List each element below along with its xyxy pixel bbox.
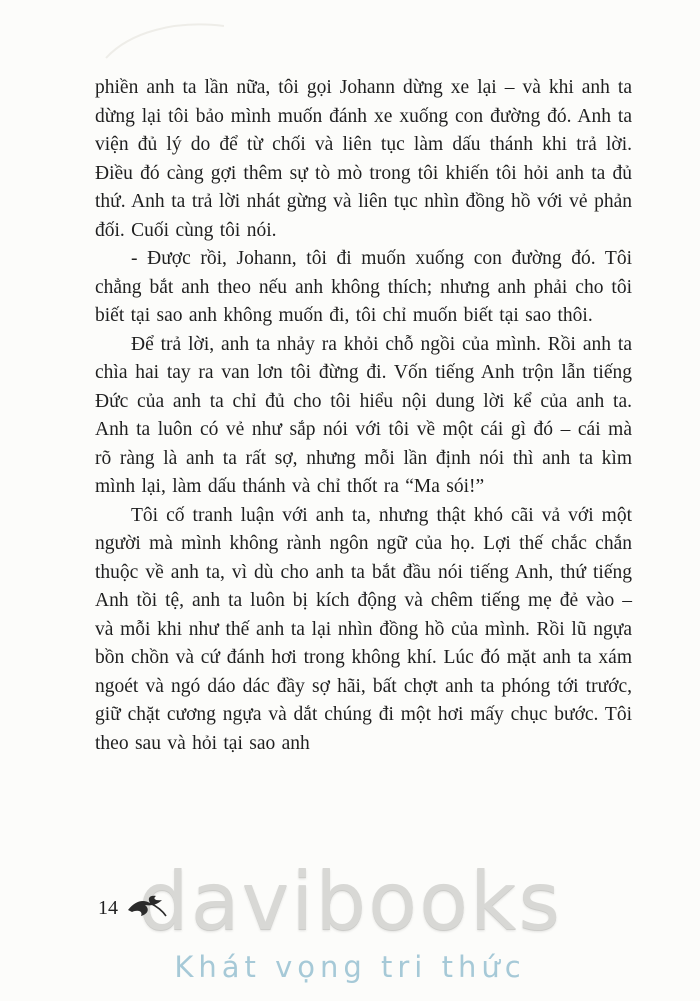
paragraph: Tôi cố tranh luận với anh ta, nhưng thật khó cãi vả với một người mà mình không rành ngôn ngữ của họ. Lợi thế chắc chắn thuộc về anh ta, vì dù cho anh ta bắt đầu nói tiếng Anh, thứ tiếng Anh tồi tệ, anh ta luôn bị kích động và chêm tiếng mẹ đẻ vào – và mỗi khi như thế anh ta lại nhìn đồng hồ của mình. Rồi lũ ngựa bồn chồn và cứ đánh hơi trong không khí. Lúc đó mặt anh ta xám ngoét và ngó dáo dác đầy sợ hãi, bất chợt anh ta phóng tới trước, giữ chặt cương ngựa và dắt chúng đi một hơi mấy chục bước. Tôi theo sau và hỏi tại sao anh xyxy=(95,504,632,754)
ink-flourish-icon xyxy=(126,894,168,926)
paragraph: Để trả lời, anh ta nhảy ra khỏi chỗ ngồi của mình. Rồi anh ta chìa hai tay ra van lơn tôi đừng đi. Vốn tiếng Anh trộn lẫn tiếng Đức của anh ta chỉ đủ cho tôi hiểu nội dung lời kể của anh ta. Anh ta luôn có vẻ như sắp nói với tôi về một cái gì đó – cái mà rõ ràng là anh ta rất sợ, nhưng mỗi lần định nói thì anh ta kìm mình lại, làm dấu thánh và chỉ thốt ra “Ma sói!” xyxy=(95,333,632,497)
text-block xyxy=(95,74,632,758)
paragraph: phiền anh ta lần nữa, tôi gọi Johann dừng xe lại – và khi anh ta dừng lại tôi bảo mình muốn đánh xe xuống con đường đó. Anh ta viện đủ lý do để từ chối và liên tục làm dấu thánh khi trả lời. Điều đó càng gợi thêm sự tò mò trong tôi khiến tôi hỏi anh ta đủ thứ. Anh ta trả lời nhát gừng và liên tục nhìn đồng hồ với vẻ phản đối. Cuối cùng tôi nói. xyxy=(95,77,632,241)
watermark-brand: davibooks xyxy=(137,855,563,948)
paragraph: - Được rồi, Johann, tôi đi muốn xuống con đường đó. Tôi chẳng bắt anh theo nếu anh không thích; nhưng anh phải cho tôi biết tại sao anh không muốn đi, tôi chỉ muốn biết tại sao thôi. xyxy=(95,248,632,326)
watermark-tagline: Khát vọng tri thức xyxy=(174,950,526,984)
page-number: 14 xyxy=(98,896,118,919)
page-footer xyxy=(98,890,168,926)
scan-artifact-curve xyxy=(100,14,230,64)
